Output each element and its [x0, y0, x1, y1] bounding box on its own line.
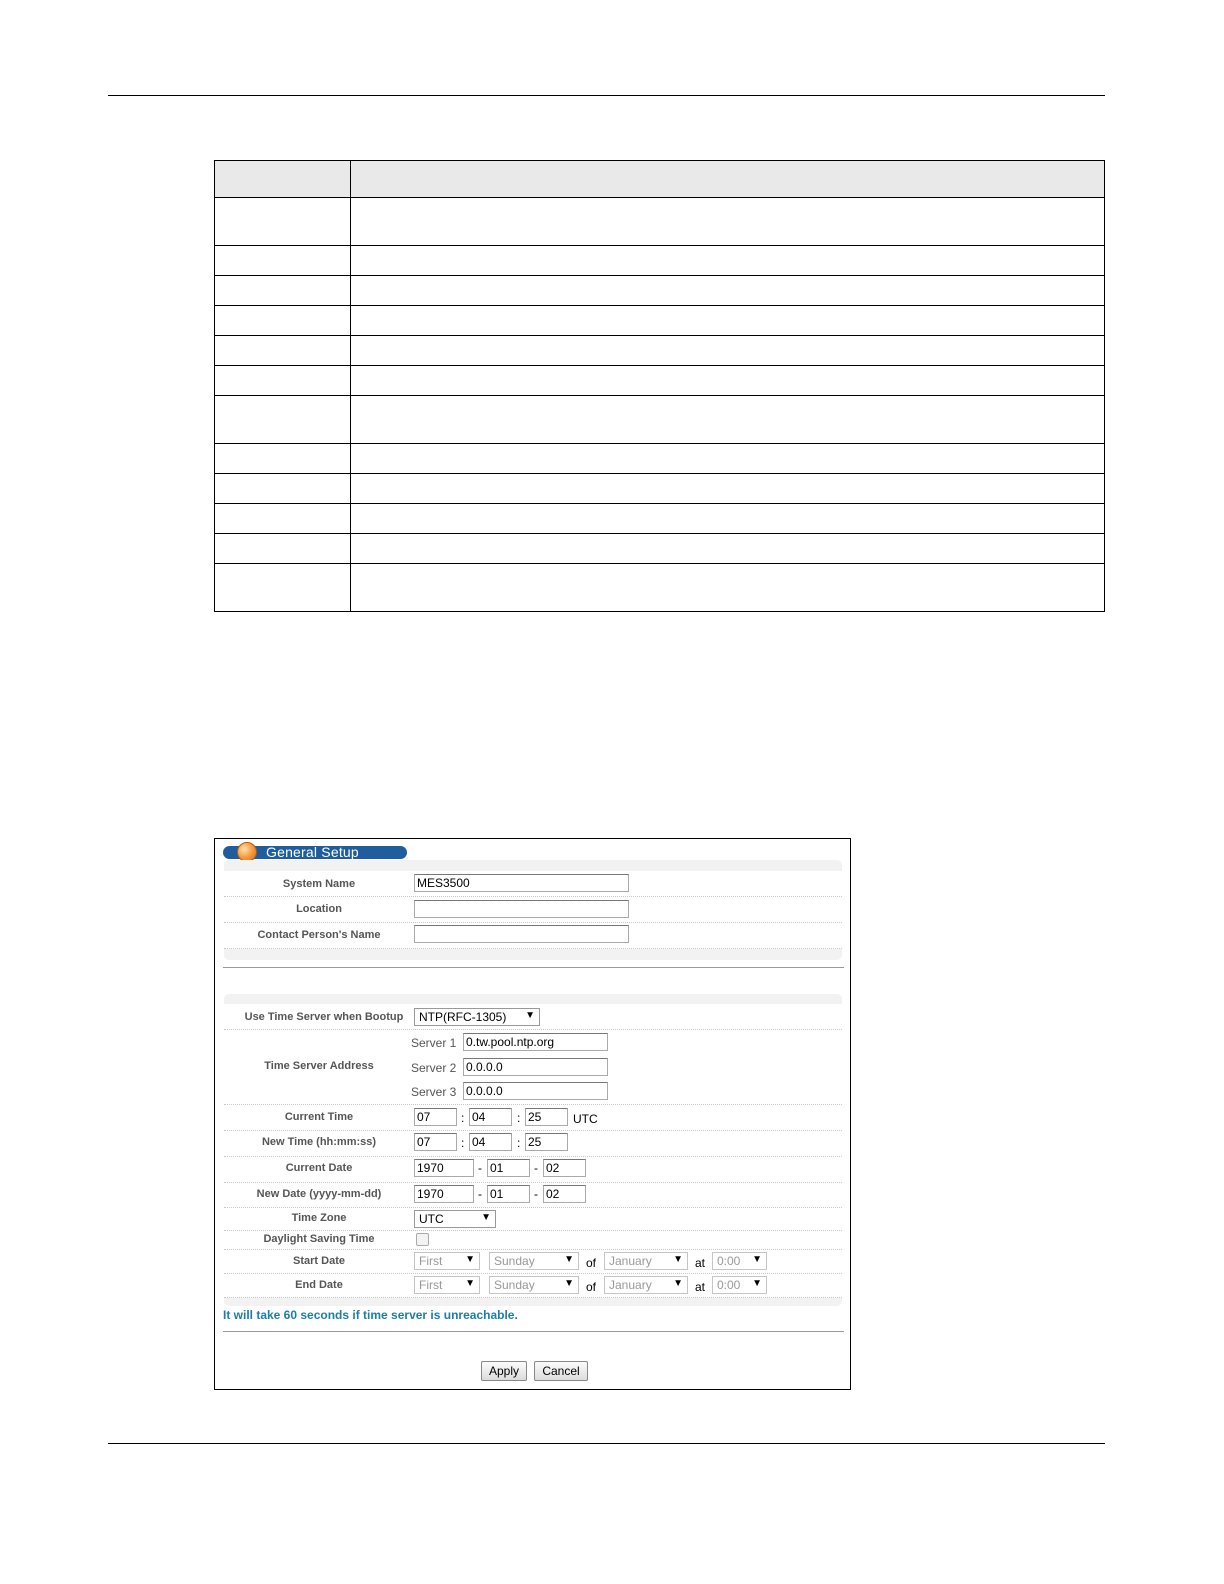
current-time-label: Current Time: [284, 1111, 354, 1123]
time-sep: :: [517, 1136, 521, 1150]
server-3-label: Server 3: [411, 1085, 457, 1099]
current-date-mm[interactable]: [487, 1159, 530, 1177]
server-3-input[interactable]: [463, 1082, 608, 1100]
end-week-value: First: [419, 1278, 443, 1292]
date-sep: -: [478, 1187, 482, 1201]
server-1-label: Server 1: [411, 1036, 457, 1050]
dropdown-arrow-icon: ▼: [481, 1212, 491, 1223]
end-week-select[interactable]: [414, 1276, 480, 1294]
start-month-value: January: [609, 1254, 652, 1268]
location-label: Location: [296, 903, 342, 915]
new-time-hh[interactable]: [414, 1133, 457, 1151]
time-server-protocol-select[interactable]: [414, 1008, 540, 1026]
page-title: General Setup: [266, 844, 359, 860]
end-month-value: January: [609, 1278, 652, 1292]
use-server-label: Use Time Server when Bootup: [244, 1011, 404, 1023]
new-time-ss[interactable]: [525, 1133, 568, 1151]
time-zone-select[interactable]: [414, 1210, 496, 1228]
header-rule: [108, 95, 1105, 96]
start-week-select[interactable]: [414, 1252, 480, 1270]
dropdown-arrow-icon: ▼: [673, 1254, 683, 1265]
date-sep: -: [534, 1161, 538, 1175]
dst-label: Daylight Saving Time: [263, 1233, 375, 1245]
current-date-dd[interactable]: [543, 1159, 586, 1177]
start-time-select[interactable]: [712, 1252, 767, 1270]
new-time-mm[interactable]: [469, 1133, 512, 1151]
general-setup-screenshot: [214, 838, 851, 1390]
start-month-select[interactable]: [604, 1252, 688, 1270]
dropdown-arrow-icon: ▼: [465, 1278, 475, 1289]
dropdown-arrow-icon: ▼: [564, 1278, 574, 1289]
date-sep: -: [478, 1161, 482, 1175]
dropdown-arrow-icon: ▼: [752, 1278, 762, 1289]
orange-ball-icon: [237, 842, 257, 862]
current-time-hh[interactable]: [414, 1108, 457, 1126]
of-text: of: [586, 1256, 597, 1270]
end-day-select[interactable]: [489, 1276, 579, 1294]
current-date-yyyy[interactable]: [414, 1159, 474, 1177]
contact-input[interactable]: [414, 925, 629, 943]
start-week-value: First: [419, 1254, 443, 1268]
time-server-protocol-value: NTP(RFC-1305): [419, 1010, 507, 1024]
dst-checkbox[interactable]: [416, 1233, 429, 1246]
utc-suffix: UTC: [573, 1112, 598, 1126]
start-day-select[interactable]: [489, 1252, 579, 1270]
server-2-label: Server 2: [411, 1061, 457, 1075]
server-1-input[interactable]: [463, 1033, 608, 1051]
divider: [223, 1331, 844, 1332]
end-date-label: End Date: [295, 1279, 343, 1291]
dropdown-arrow-icon: ▼: [564, 1254, 574, 1265]
time-zone-label: Time Zone: [291, 1212, 347, 1224]
end-time-value: 0:00: [717, 1278, 741, 1292]
current-date-label: Current Date: [285, 1162, 353, 1174]
time-sep: :: [461, 1111, 465, 1125]
start-day-value: Sunday: [494, 1254, 535, 1268]
new-time-label: New Time (hh:mm:ss): [261, 1136, 377, 1148]
system-name-input[interactable]: [414, 874, 629, 892]
system-name-label: System Name: [282, 878, 356, 890]
start-date-label: Start Date: [293, 1255, 345, 1267]
new-date-dd[interactable]: [543, 1185, 586, 1203]
server-address-label: Time Server Address: [264, 1060, 374, 1072]
start-time-value: 0:00: [717, 1254, 741, 1268]
blank-table: [214, 160, 1105, 612]
dropdown-arrow-icon: ▼: [673, 1278, 683, 1289]
date-sep: -: [534, 1187, 538, 1201]
new-date-label: New Date (yyyy-mm-dd): [256, 1188, 382, 1200]
of-text: of: [586, 1280, 597, 1294]
dropdown-arrow-icon: ▼: [752, 1254, 762, 1265]
current-time-mm[interactable]: [469, 1108, 512, 1126]
location-input[interactable]: [414, 900, 629, 918]
at-text: at: [695, 1280, 706, 1294]
time-sep: :: [517, 1111, 521, 1125]
dropdown-arrow-icon: ▼: [525, 1010, 535, 1021]
new-date-mm[interactable]: [487, 1185, 530, 1203]
end-day-value: Sunday: [494, 1278, 535, 1292]
dropdown-arrow-icon: ▼: [465, 1254, 475, 1265]
end-month-select[interactable]: [604, 1276, 688, 1294]
apply-button[interactable]: Apply: [481, 1361, 527, 1381]
current-time-ss[interactable]: [525, 1108, 568, 1126]
new-date-yyyy[interactable]: [414, 1185, 474, 1203]
end-time-select[interactable]: [712, 1276, 767, 1294]
time-sep: :: [461, 1136, 465, 1150]
contact-label: Contact Person's Name: [257, 929, 381, 941]
server-2-input[interactable]: [463, 1058, 608, 1076]
at-text: at: [695, 1256, 706, 1270]
footer-rule: [108, 1443, 1105, 1444]
timeout-note: It will take 60 seconds if time server is unreachable.: [223, 1308, 518, 1322]
divider: [223, 967, 844, 968]
time-zone-value: UTC: [419, 1212, 444, 1226]
cancel-button[interactable]: Cancel: [534, 1361, 588, 1381]
